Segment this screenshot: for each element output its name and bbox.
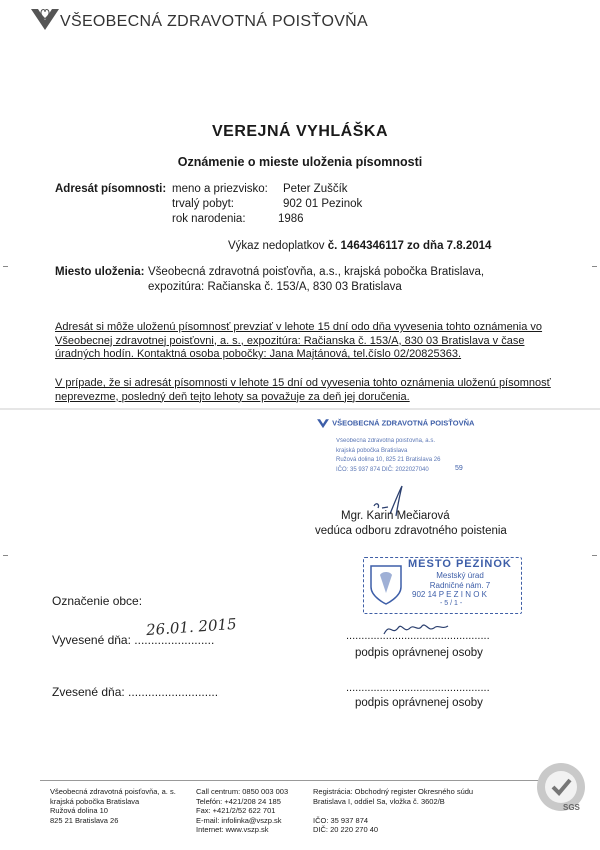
certification-label: SGS <box>563 803 580 812</box>
vszp-stamp-org <box>316 418 475 429</box>
footer-registration <box>313 787 483 835</box>
footer-registration-line: Bratislava I, oddiel Sa, vložka č. 3602/B <box>313 796 445 806</box>
scan-artifact <box>0 408 600 410</box>
vszp-stamp-line1: Všeobecná zdravotná poisťovňa, a.s. <box>336 438 435 444</box>
name-value: Peter Zuščík <box>283 183 348 195</box>
town-crest-icon <box>368 563 404 607</box>
footer-contact-line: Fax: +421/2/52 622 701 <box>196 806 276 815</box>
residence-value: 902 01 Pezinok <box>283 198 363 210</box>
vszp-stamp-line3: Ružová dolina 10, 825 21 Bratislava 26 <box>336 457 441 463</box>
birth-label: rok narodenia: <box>172 213 246 225</box>
posted-sign-label: podpis oprávnenej osoby <box>355 647 483 659</box>
statement-number: č. 1464346117 zo dňa 7.8.2014 <box>327 240 492 252</box>
posted-label: Vyvesené dňa: ........................ <box>52 633 215 647</box>
posted-signature-icon <box>382 618 454 640</box>
footer-contact-line: Telefón: +421/208 24 185 <box>196 796 281 806</box>
vszp-stamp-org-text: VŠEOBECNÁ ZDRAVOTNÁ POISŤOVŇA <box>332 418 475 428</box>
place-line2: expozitúra: Račianska č. 153/A, 830 03 Bratislava <box>148 281 402 293</box>
pickup-paragraph: Adresát si môže uloženú písomnosť prevziať v lehote 15 dní odo dňa vyvesenia tohto oznámenia vo Všeobecnej zdravotnej poisťovni, a. s., expozitúra: Račianska č. 153/A, 830 03 Bratislava v čase úradných hodín. Kontaktná osoba pobočky: Jana Majtánová, tel.číslo 02/20825363. <box>55 321 543 360</box>
footer-contact-line: Call centrum: 0850 003 003 <box>196 787 289 796</box>
certification-logo-icon <box>532 760 590 820</box>
removed-label: Zvesené dňa: ........................... <box>52 685 219 699</box>
margin-mark <box>3 555 8 556</box>
margin-mark <box>3 266 8 267</box>
vszp-logo-icon <box>30 6 60 32</box>
residence-label: trvalý pobyt: <box>172 198 234 210</box>
statement <box>228 240 491 252</box>
footer-contact-line: Internet: www.vszp.sk <box>196 825 269 834</box>
footer-address <box>50 787 190 825</box>
footer-registration-line: IČO: 35 937 874 <box>313 815 369 825</box>
town-stamp-line2: Radničné nám. 7 <box>429 581 491 590</box>
place-line1: Všeobecná zdravotná poisťovňa, a.s., krajská pobočka Bratislava, <box>148 266 485 278</box>
town-stamp-title: MESTO PEZINOK <box>408 558 512 570</box>
signatory-name: Mgr. Karin Mečiarová <box>341 510 450 522</box>
vszp-stamp-line4: IČO: 35 937 874 DIČ: 2022027040 <box>336 466 429 473</box>
footer-address-line: Všeobecná zdravotná poisťovňa, a. s. <box>50 787 176 796</box>
delivery-paragraph: V prípade, že si adresát písomnosti v lehote 15 dní od vyvesenia tohto oznámenia uloženú písomnosť neprevezme, posledný deň tejto lehoty sa považuje za deň jej doručenia. <box>55 377 551 403</box>
town-stamp-body <box>425 571 495 591</box>
place-label: Miesto uloženia: <box>55 266 145 278</box>
name-label: meno a priezvisko: <box>172 183 268 195</box>
town-stamp-line4: - 5 / 1 - <box>440 600 463 607</box>
footer-contact-line: E-mail: infolinka@vszp.sk <box>196 815 282 825</box>
footer-address-line: Ružová dolina 10 <box>50 806 108 815</box>
document-subtitle: Oznámenie o mieste uloženia písomnosti <box>177 155 423 169</box>
posted-sign-dots: ............................................... <box>346 630 490 642</box>
footer-address-line: krajská pobočka Bratislava <box>50 796 140 806</box>
org-name: VŠEOBECNÁ ZDRAVOTNÁ POISŤOVŇA <box>60 13 369 30</box>
birth-value: 1986 <box>278 213 304 225</box>
document-title: VEREJNÁ VYHLÁŠKA <box>211 123 389 140</box>
vszp-stamp-logo-icon <box>316 418 330 429</box>
footer-registration-line: DIČ: 20 220 270 40 <box>313 825 379 834</box>
posted-date: 26.01. 2015 <box>145 614 238 640</box>
footer-address-line: 825 21 Bratislava 26 <box>50 815 119 825</box>
vszp-stamp-number: 59 <box>455 465 463 472</box>
town-stamp-line1: Mestský úrad <box>436 571 484 580</box>
margin-mark <box>592 555 597 556</box>
statement-prefix: Výkaz nedoplatkov <box>228 240 325 252</box>
footer-registration-line: Registrácia: Obchodný register Okresného súdu <box>313 787 474 796</box>
vszp-stamp-line2: krajská pobočka Bratislava <box>336 447 408 454</box>
addressee-label: Adresát písomnosti: <box>55 183 167 195</box>
footer-contact <box>196 787 306 835</box>
removed-sign-label: podpis oprávnenej osoby <box>355 697 483 709</box>
municipality-label: Označenie obce: <box>52 594 143 608</box>
signatory-role: vedúca odboru zdravotného poistenia <box>315 525 507 537</box>
margin-mark <box>592 266 597 267</box>
town-stamp-line3: 902 14 P E Z I N O K <box>412 590 487 599</box>
footer-divider <box>40 780 560 781</box>
removed-sign-dots: ............................................... <box>346 682 490 694</box>
